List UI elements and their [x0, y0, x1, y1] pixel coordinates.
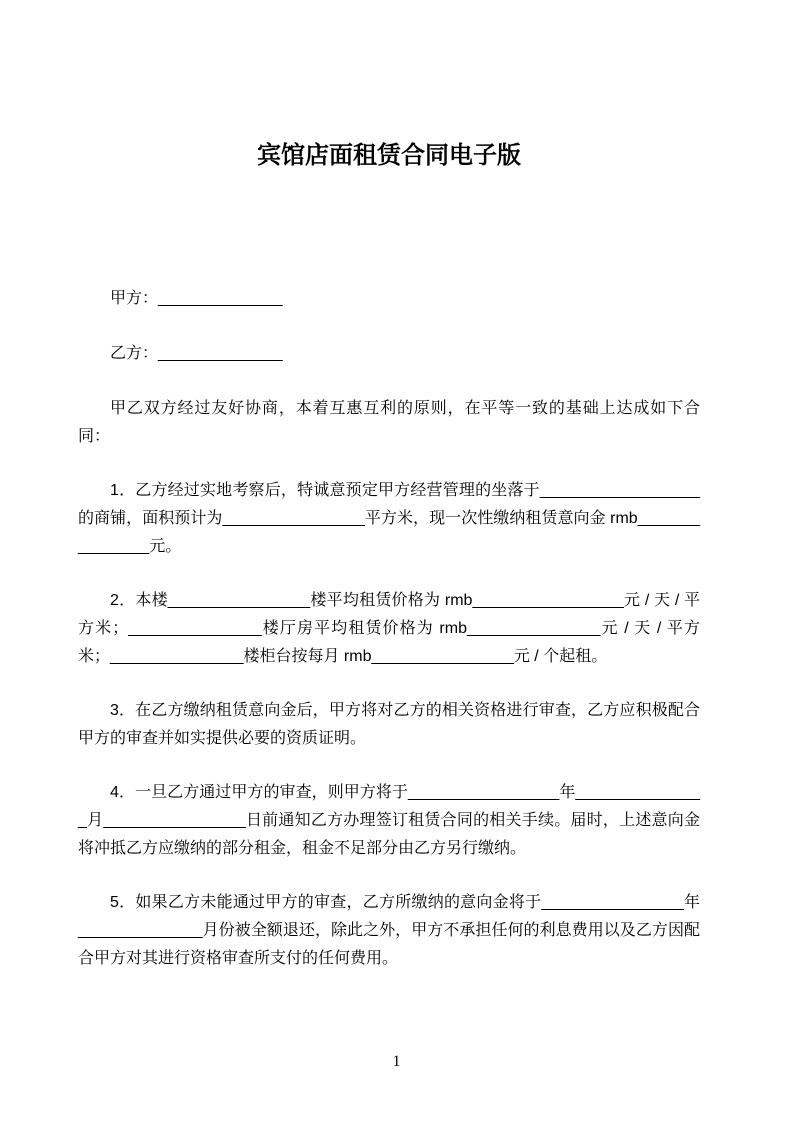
- clause-3: 3．在乙方缴纳租赁意向金后，甲方将对乙方的相关资格进行审查，乙方应积极配合甲方的审查并如实提供必要的资质证明。: [78, 702, 700, 747]
- page-number: 1: [392, 1053, 401, 1070]
- party-a-blank: ______________: [158, 290, 283, 307]
- clause-2: 2．本楼________________楼平均租赁价格为 rmb_________________元 / 天 / 平方米；_______________楼厅房平均租赁价格为 rmb_______________元 / 天 / 平方米；_______________楼柜台按每月 rmb________________元 / 个起租。: [78, 592, 700, 665]
- party-a-line: [78, 285, 700, 313]
- clause-4: 4．一旦乙方通过甲方的审查，则甲方将于_________________年_______________月________________日前通知乙方办理签订租赁合同的相关手续。届时，上述意向金将冲抵乙方应缴纳的部分租金，租金不足部分由乙方另行缴纳。: [78, 784, 700, 857]
- page-title: 宾馆店面租赁合同电子版: [257, 142, 521, 169]
- clause-1: 1．乙方经过实地考察后，特诚意预定甲方经营管理的坐落于__________________的商铺，面积预计为________________平方米，现一次性缴纳租赁意向金 rmb_______________元。: [78, 482, 700, 555]
- intro-paragraph: 甲乙双方经过友好协商，本着互惠互利的原则，在平等一致的基础上达成如下合同：: [78, 400, 700, 445]
- party-a-label: 甲方：: [110, 290, 159, 307]
- party-b-blank: ______________: [158, 345, 283, 362]
- clause-5: 5．如果乙方未能通过甲方的审查，乙方所缴纳的意向金将于________________年______________月份被全额退还，除此之外，甲方不承担任何的利息费用以及乙方因配合甲方对其进行资格审查所支付的任何费用。: [78, 894, 700, 967]
- party-b-label: 乙方：: [110, 345, 159, 362]
- party-b-line: [78, 340, 700, 368]
